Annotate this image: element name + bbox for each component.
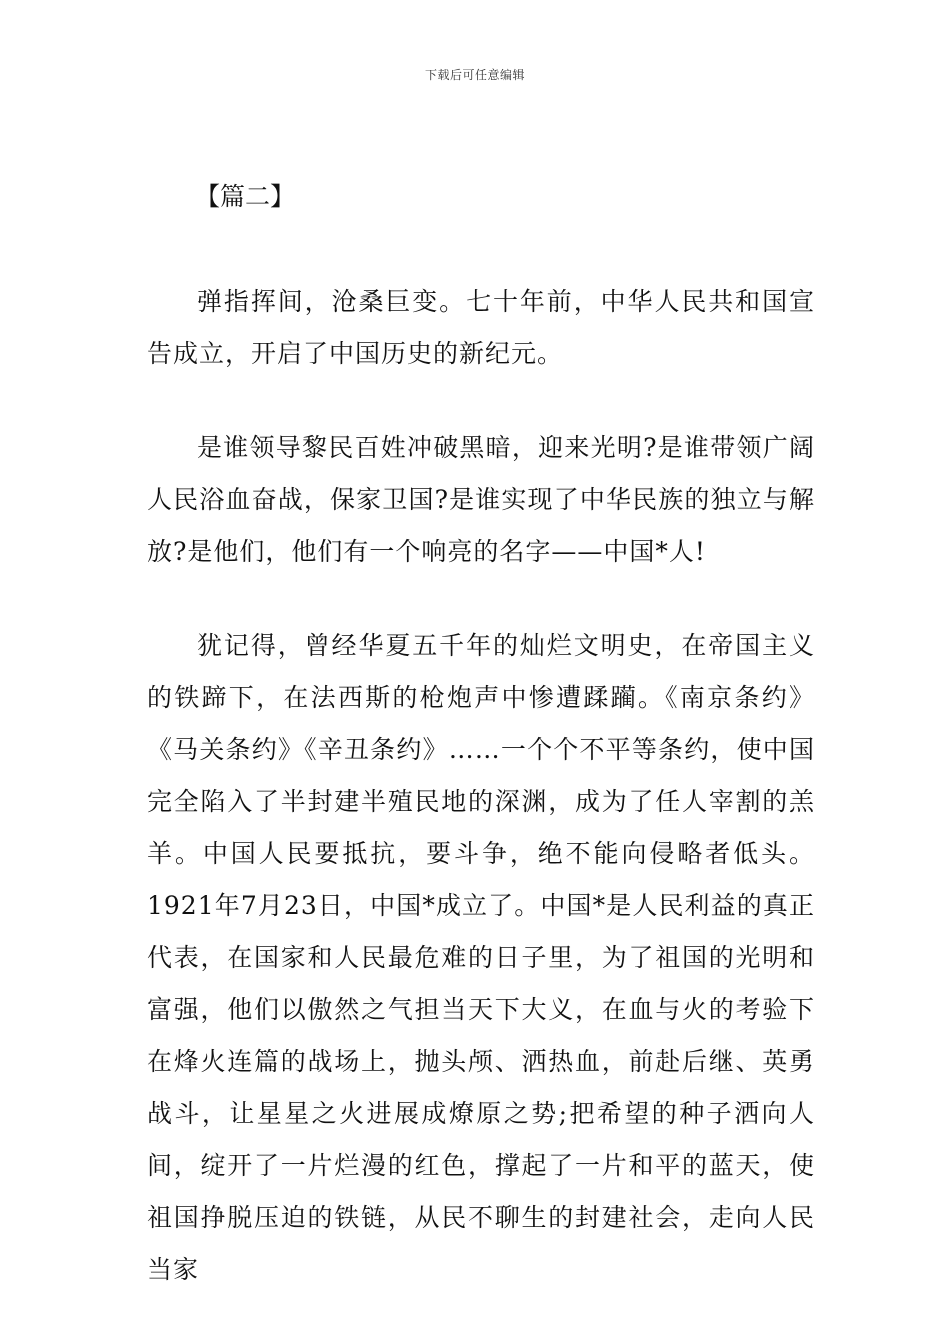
paragraph-2: 是谁领导黎民百姓冲破黑暗，迎来光明?是谁带领广阔人民浴血奋战，保家卫国?是谁实现了中华民族的独立与解放?是他们，他们有一个响亮的名字——中国*人! bbox=[147, 433, 815, 566]
page-header-note: 下载后可任意编辑 bbox=[424, 68, 525, 82]
paragraph-3: 犹记得，曾经华夏五千年的灿烂文明史，在帝国主义的铁蹄下，在法西斯的枪炮声中惨遭蹂躏。《南京条约》《马关条约》《辛丑条约》……一个个不平等条约，使中国完全陷入了半封建半殖民地的深渊，成为了任人宰割的羔羊。中国人民要抵抗，要斗争，绝不能向侵略者低头。1921年7月23日，中国*成立了。中国*是人民利益的真正代表，在国家和人民最危难的日子里，为了祖国的光明和富强，他们以傲然之气担当天下大义，在血与火的考验下在烽火连篇的战场上，抛头颅、洒热血，前赴后继、英勇战斗，让星星之火进展成燎原之势;把希望的种子洒向人间，绽开了一片烂漫的红色，撑起了一片和平的蓝天，使祖国挣脱压迫的铁链，从民不聊生的封建社会，走向人民当家 bbox=[147, 631, 815, 1284]
paragraph-1: 弹指挥间，沧桑巨变。七十年前，中华人民共和国宣告成立，开启了中国历史的新纪元。 bbox=[147, 287, 815, 368]
section-title: 【篇二】 bbox=[195, 182, 296, 211]
